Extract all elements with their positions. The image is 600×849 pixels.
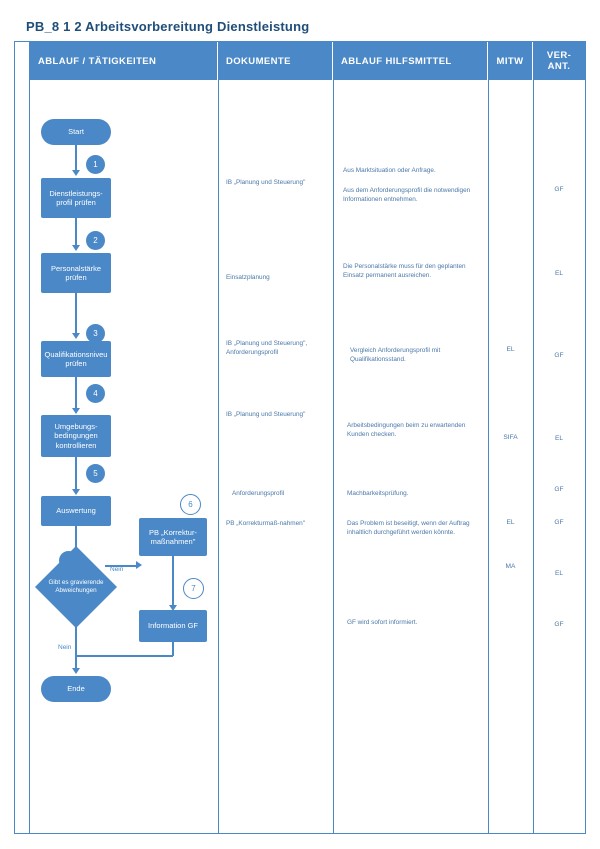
verant-row-7: EL: [554, 570, 564, 577]
connector-decision-to-ende: [75, 616, 77, 671]
arrowhead-decision-to-6: [136, 561, 142, 569]
flow-node-3-label: Qualifikationsniveu prüfen: [44, 349, 108, 368]
step-circle-7-light: 7: [183, 578, 204, 599]
column-separator-1: [218, 80, 219, 833]
hilfsmittel-row-3: Vergleich Anforderungsprofil mit Qualifikationsstand.: [350, 347, 441, 363]
hilfsmittel-row-8: GF wird sofort informiert.: [347, 619, 418, 626]
verant-row-6: GF: [554, 519, 564, 526]
verant-row-2: EL: [554, 270, 564, 277]
column-header-hilfsmittel-label: ABLAUF HILFSMITTEL: [341, 55, 452, 67]
flow-node-ende-label: Ende: [67, 684, 85, 694]
dokumente-row-1: IB „Planung und Steuerung": [226, 179, 306, 186]
step-circle-3: 3: [86, 324, 105, 343]
column-header-mitw-label: MITW: [496, 55, 524, 67]
hilfsmittel-row-2: Die Personalstärke muss für den geplanten Einsatz permanent ausreichen.: [343, 263, 466, 279]
verant-row-3: GF: [554, 352, 564, 359]
dokumente-row-3: IB „Planung und Steuerung", Anforderungsprofil: [226, 340, 308, 356]
verant-row-8: GF: [554, 621, 564, 628]
column-header-ablauf: [30, 42, 218, 80]
title-bar: [14, 14, 586, 42]
step-circle-6-light: 6: [180, 494, 201, 515]
flow-node-4-label: Umgebungs-bedingungen kontrollieren: [54, 421, 98, 450]
hilfsmittel-row-4: Arbeitsbedingungen beim zu erwartenden Kunden checken.: [347, 422, 466, 438]
mitw-row-7: MA: [505, 563, 516, 570]
column-header-ablauf-label: ABLAUF / TÄTIGKEITEN: [38, 55, 157, 67]
flow-node-information-gf[interactable]: [139, 610, 207, 642]
hilfsmittel-row-5: Machbarkeitsprüfung.: [347, 490, 409, 497]
verant-row-5: GF: [554, 486, 564, 493]
column-separator-2: [333, 80, 334, 833]
hilfsmittel-row-1a: Aus Marktsituation oder Anfrage.: [343, 167, 436, 174]
connector-2-to-3: [75, 293, 77, 335]
flow-node-start-label: Start: [68, 127, 84, 137]
column-header-verant-line2: ANT.: [547, 61, 571, 72]
hilfsmittel-row-6: Das Problem ist beseitigt, wenn der Auftrag inhaltlich durchgeführt werden könnte.: [347, 520, 470, 536]
verant-row-4: EL: [554, 435, 564, 442]
verant-row-1: GF: [554, 186, 564, 193]
flow-decision-gibt-es-gravierende-abweichungen[interactable]: [47, 558, 105, 616]
connector-7-return-vertical: [172, 642, 174, 656]
column-header-mitw: [488, 42, 533, 80]
connector-3-to-4: [75, 377, 77, 410]
mitw-row-4: SIFA: [503, 434, 518, 441]
dokumente-row-4: IB „Planung und Steuerung": [226, 411, 306, 418]
connector-7-return-horizontal: [75, 655, 173, 657]
flow-node-2-label: Personalstärke prüfen: [50, 263, 102, 282]
column-header-dokumente: [218, 42, 333, 80]
mitw-row-3: EL: [506, 346, 515, 353]
connector-start-to-1: [75, 145, 77, 172]
phase-band: [15, 42, 30, 833]
mitw-row-6: EL: [506, 519, 515, 526]
arrowhead-4-to-5: [72, 489, 80, 495]
arrowhead-3-to-4: [72, 408, 80, 414]
flow-node-pb-korrekturmassnahmen[interactable]: [139, 518, 207, 556]
column-header-hilfsmittel: [333, 42, 488, 80]
edge-label-nein-bottom: Nein: [58, 644, 72, 651]
step-circle-2: 2: [86, 231, 105, 250]
page-title: PB_8 1 2 Arbeitsvorbereitung Dienstleistung: [26, 19, 310, 34]
column-header-dokumente-label: DOKUMENTE: [226, 55, 291, 67]
flow-node-1-label: Dienstleistungs-profil prüfen: [49, 188, 103, 207]
column-header-verant: [533, 42, 585, 80]
flow-node-auswertung[interactable]: [41, 496, 111, 526]
step-circle-5: 5: [86, 464, 105, 483]
flow-node-5-label: Auswertung: [56, 506, 96, 516]
arrowhead-decision-to-ende: [72, 668, 80, 674]
flow-node-umgebungsbedingungen-kontrollieren[interactable]: [41, 415, 111, 457]
arrowhead-1-to-2: [72, 245, 80, 251]
dokumente-row-6: PB „Korrekturmaß-nahmen": [226, 520, 305, 527]
arrowhead-2-to-3: [72, 333, 80, 339]
flow-node-6-label: PB „Korrektur-maßnahmen": [149, 527, 197, 546]
flow-node-dienstleistungsprofil-pruefen[interactable]: [41, 178, 111, 218]
edge-label-nein-side: Nein: [110, 566, 124, 573]
flow-node-ende[interactable]: [41, 676, 111, 702]
dokumente-row-2: Einsatzplanung: [226, 274, 270, 281]
column-separator-3: [488, 80, 489, 833]
flow-node-7-label: Information GF: [147, 621, 199, 631]
flow-node-personalstaerke-pruefen[interactable]: [41, 253, 111, 293]
column-header-verant-line1: VER-: [546, 50, 572, 61]
connector-6-to-7: [172, 556, 174, 608]
arrowhead-start-to-1: [72, 170, 80, 176]
step-circle-1: 1: [86, 155, 105, 174]
step-circle-4: 4: [86, 384, 105, 403]
dokumente-row-5: Anforderungsprofil: [232, 490, 285, 497]
flow-decision-label: Gibt es gravierende Abweichungen: [48, 579, 104, 594]
hilfsmittel-row-1b: Aus dem Anforderungsprofil die notwendigen Informationen entnehmen.: [343, 187, 471, 203]
connector-4-to-5: [75, 457, 77, 491]
connector-1-to-2: [75, 218, 77, 247]
flow-node-start[interactable]: [41, 119, 111, 145]
flow-node-qualifikationsniveau-pruefen[interactable]: [41, 341, 111, 377]
